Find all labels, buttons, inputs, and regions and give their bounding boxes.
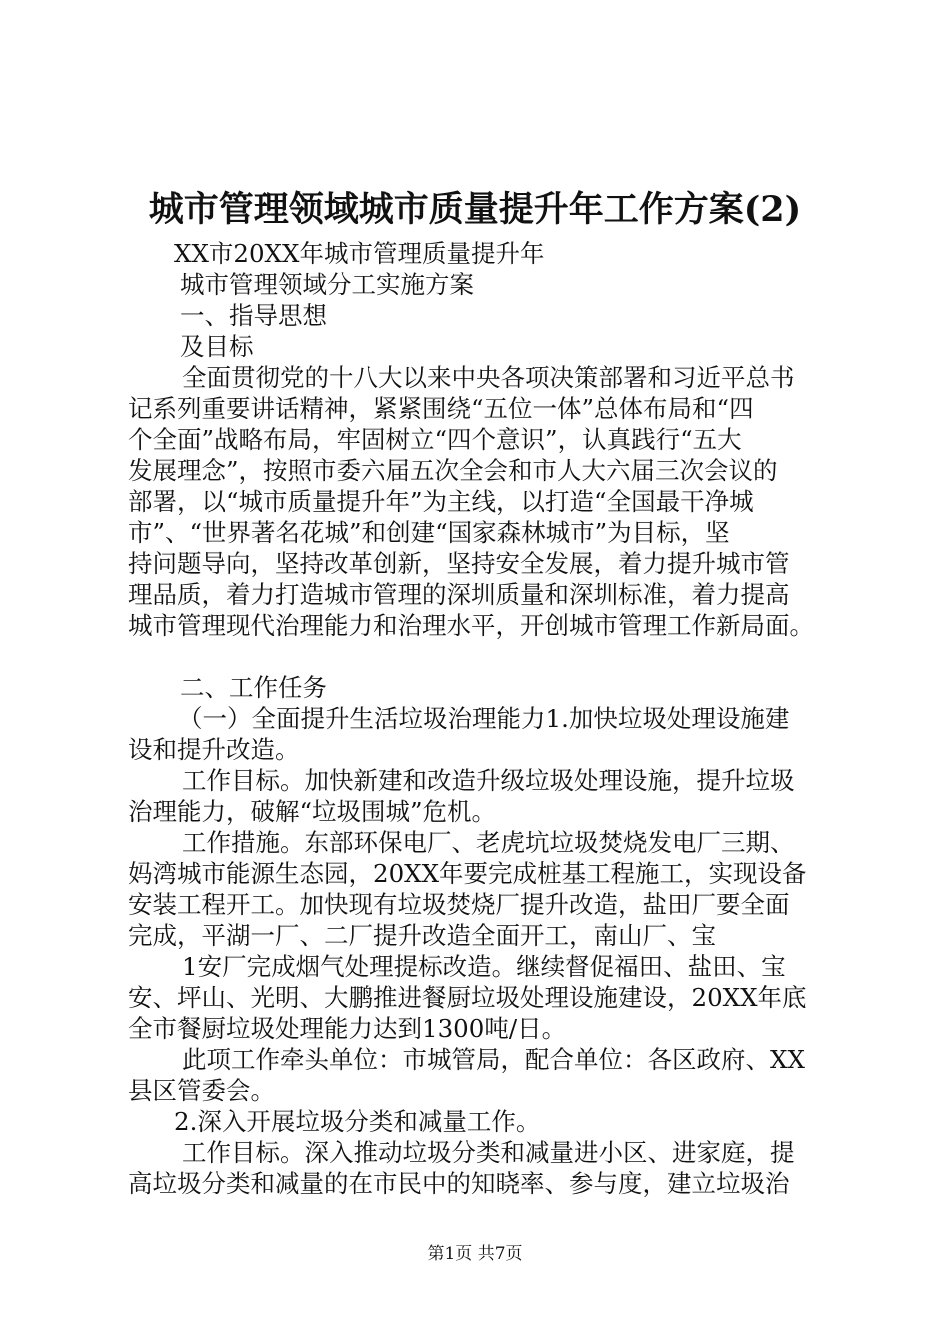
paragraph-line: 此项工作牵头单位：市城管局，配合单位：各区政府、XX	[182, 1045, 805, 1074]
paragraph-line: 工作措施。东部环保电厂、老虎坑垃圾焚烧发电厂三期、	[182, 828, 795, 857]
paragraph-line: 工作目标。加快新建和改造升级垃圾处理设施，提升垃圾	[182, 766, 795, 795]
paragraph-line: 理品质，着力打造城市管理的深圳质量和深圳标准，着力提高	[128, 580, 790, 609]
paragraph-line: 全面贯彻党的十八大以来中央各项决策部署和习近平总书	[182, 363, 795, 392]
document-body	[128, 238, 848, 1199]
paragraph-line: 发展理念”，按照市委六届五次全会和市人大六届三次会议的	[128, 456, 778, 485]
paragraph-line: 治理能力，破解“垃圾围城”危机。	[128, 797, 497, 826]
paragraph-line: 工作目标。深入推动垃圾分类和减量进小区、进家庭，提	[182, 1138, 795, 1167]
paragraph-line: 全市餐厨垃圾处理能力达到1300吨/日。	[128, 1014, 567, 1043]
section-heading-2: 二、工作任务	[180, 673, 327, 702]
paragraph-line: 持问题导向，坚持改革创新，坚持安全发展，着力提升城市管	[128, 549, 790, 578]
paragraph-line: 部署，以“城市质量提升年”为主线，以打造“全国最干净城	[128, 487, 754, 516]
paragraph-line: 个全面”战略布局，牢固树立“四个意识”，认真践行“五大	[128, 425, 742, 454]
paragraph-line: 高垃圾分类和减量的在市民中的知晓率、参与度，建立垃圾治	[128, 1169, 790, 1198]
paragraph-line: 设和提升改造。	[128, 735, 300, 764]
paragraph-line: 市”、“世界著名花城”和创建“国家森林城市”为目标，坚	[128, 518, 730, 547]
paragraph-line: 1安厂完成烟气处理提标改造。继续督促福田、盐田、宝	[182, 952, 786, 981]
paragraph-line: 城市管理现代治理能力和治理水平，开创城市管理工作新局面。	[128, 611, 814, 640]
paragraph-line: 完成，平湖一厂、二厂提升改造全面开工，南山厂、宝	[128, 921, 716, 950]
document-title: 城市管理领域城市质量提升年工作方案(2)	[148, 189, 802, 230]
paragraph-line: 县区管委会。	[128, 1076, 275, 1105]
paragraph-spacer	[128, 641, 848, 672]
paragraph-line: 安装工程开工。加快现有垃圾焚烧厂提升改造，盐田厂要全面	[128, 890, 790, 919]
paragraph-line: 妈湾城市能源生态园，20XX年要完成桩基工程施工，实现设备	[128, 859, 807, 888]
subtitle-line-1: XX市20XX年城市管理质量提升年	[174, 239, 545, 268]
paragraph-line: 安、坪山、光明、大鹏推进餐厨垃圾处理设施建设，20XX年底	[128, 983, 807, 1012]
section-heading-1-cont: 及目标	[180, 332, 254, 361]
subtitle-line-2: 城市管理领域分工实施方案	[180, 270, 474, 299]
page-footer: 第1页 共7页	[427, 1244, 523, 1264]
paragraph-line: 记系列重要讲话精神，紧紧围绕“五位一体”总体布局和“四	[128, 394, 754, 423]
paragraph-line: （一）全面提升生活垃圾治理能力1.加快垃圾处理设施建	[178, 704, 790, 733]
section-heading-1: 一、指导思想	[180, 301, 327, 330]
subsection-heading: 2.深入开展垃圾分类和减量工作。	[174, 1107, 541, 1136]
